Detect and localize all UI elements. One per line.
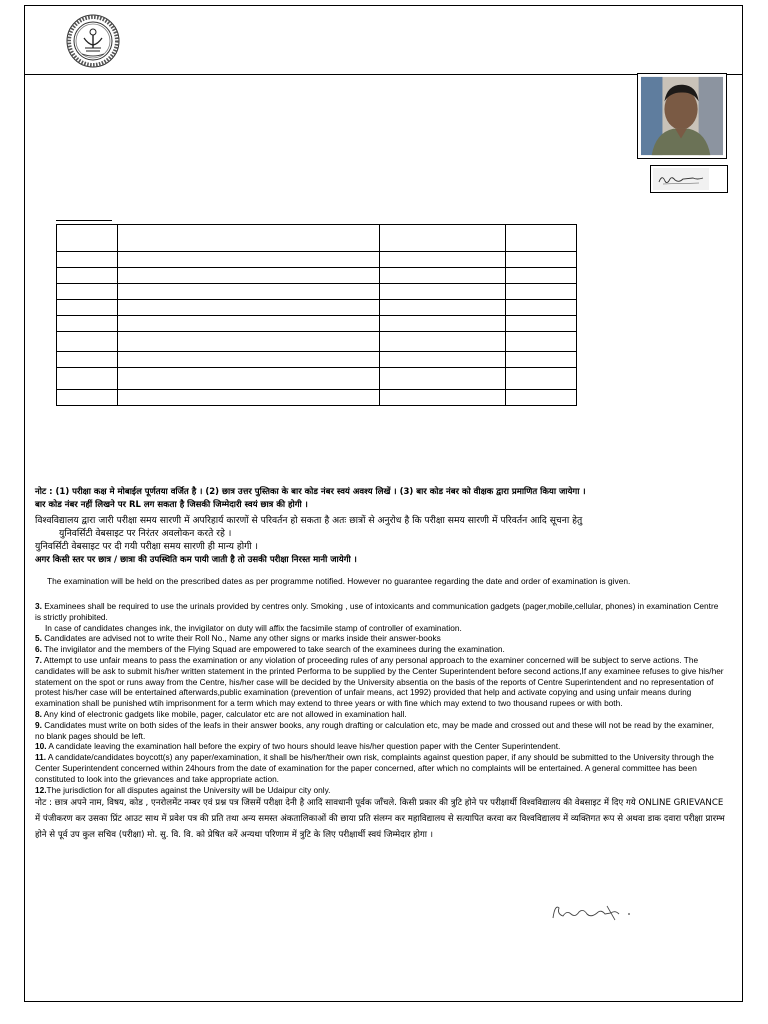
rule-item: 7. Attempt to use unfair means to pass the examination or any violation of proceeding rules of any personal approach to the examiner concerned will be subject to serve actions. The candidates will be ask to submit his/her written statement in the printed Performa to be supplied by the Center Superintendent before second actions,If any examinee refuses to give his/her statement on the spot or runs away from the Centre, his/her case will be decided by the University absentia on the basis of the reports of Centre Superintendent and no representation of protest his/her case will be entertained afterwards,public examination (prevention of unfair means, act 1992) provided that help and activate copying and using unfair means during examination shall be punished wtih imprisonment for a term which may extend to three years or with fine which may extend to two thousand rupees or with both. [35, 654, 724, 709]
table-cell [117, 390, 379, 406]
table-row [57, 225, 577, 252]
rule-item: 10. A candidate leaving the examination hall before the expiry of two hours should leave his/her question paper with the Center Superintendent. [35, 741, 561, 752]
table-row [57, 316, 577, 332]
table-cell [57, 225, 118, 252]
table-cell [506, 332, 577, 352]
table-cell [506, 252, 577, 268]
table-cell [506, 316, 577, 332]
table-caption-underline [56, 220, 112, 221]
table-cell [57, 300, 118, 316]
table-cell [57, 352, 118, 368]
table-cell [380, 252, 506, 268]
table-cell [117, 316, 379, 332]
rules-list [35, 601, 725, 795]
rule-item: In case of candidates changes ink, the invigilator on duty will affix the facsimile stamp of controller of examination. [45, 622, 462, 633]
table-cell [117, 332, 379, 352]
rule-item: 8. Any kind of electronic gadgets like mobile, pager, calculator etc are not allowed in examination hall. [35, 708, 407, 719]
candidate-photo-icon [637, 73, 727, 159]
table-cell [380, 300, 506, 316]
table-cell [380, 268, 506, 284]
admit-card-page [24, 5, 743, 1002]
rule-item: 3. Examinees shall be required to use the urinals provided by centres only. Smoking , use of intoxicants and communication gadgets (pager,mobile,cellular, phones) in examination Centre is strictly prohibited. [35, 601, 719, 622]
table-cell [117, 284, 379, 300]
controller-signature-icon [545, 894, 645, 924]
table-cell [380, 225, 506, 252]
university-seal-icon [66, 14, 120, 68]
exam-dates-notice: The examination will be held on the prescribed dates as per programme notified. However no guarantee regarding the date and order of examination is given. [47, 576, 631, 586]
table-cell [117, 368, 379, 390]
hindi-grievance-note: नोट : छात्र अपने नाम, विषय, कोड , एनरोलमेंट नम्बर एवं प्रश्न पत्र जिसमें परीक्षा देनी है आदि सावधानी पूर्वक जाँचले. किसी प्रकार की त्रुटि होने पर परीक्षार्थी विश्वविद्यालय की वेबसाइट में दिए गये ONLINE GRIEVANCE में पंजीकरण कर उसका प्रिंट आउट साथ में प्रवेश पत्र की प्रति तथा अन्य समस्त अंकतालिकाओं की छाया प्रति संलग्न कर महाविद्यालय से सत्यापित करवा कर विश्वविद्यालय में व्यक्तिगत रूप से अथवा डाक दवारा परीक्षा प्रारम्भ होने से पूर्व उप कुल सचिव (परीक्षा) मो. सु. वि. वि. को प्रेषित करें अन्यथा परिणाम में त्रुटि के लिए परीक्षार्थी स्वयं जिम्मेदार होगा । [35, 798, 725, 841]
hindi-schedule-valid-note: युनिवर्सिटी वेबसाइट पर दी गयी परीक्षा समय सारणी ही मान्य होगी । [35, 541, 259, 552]
table-row [57, 300, 577, 316]
table-cell [380, 332, 506, 352]
table-row [57, 252, 577, 268]
table-cell [506, 390, 577, 406]
instructions-section [35, 486, 725, 843]
hindi-website-follow-note: युनिवर्सिटी वेबसाइट पर निरंतर अवलोकन करते रहे । [59, 528, 232, 539]
table-cell [380, 316, 506, 332]
rule-item: 9. Candidates must write on both sides of the leafs in their answer books, any rough drafting or calculation etc, may be made and crossed out and these will not be read by the examiner, no blank pages should be left. [35, 719, 714, 741]
table-row [57, 368, 577, 390]
table-cell [57, 284, 118, 300]
table-cell [117, 300, 379, 316]
table-row [57, 332, 577, 352]
table-cell [117, 352, 379, 368]
table-cell [506, 225, 577, 252]
table-cell [117, 252, 379, 268]
table-cell [57, 390, 118, 406]
rule-item: 6. The invigilator and the members of the Flying Squad are empowered to take search of the examinees during the examination. [35, 644, 505, 655]
subject-table [56, 224, 577, 406]
table-cell [380, 368, 506, 390]
admit-card-header [25, 6, 742, 75]
candidate-signature-box [650, 165, 728, 193]
table-cell [506, 284, 577, 300]
table-cell [506, 368, 577, 390]
table-cell [380, 284, 506, 300]
table-cell [57, 252, 118, 268]
candidate-signature-icon [653, 168, 709, 190]
table-row [57, 390, 577, 406]
table-cell [117, 268, 379, 284]
table-cell [57, 268, 118, 284]
table-cell [57, 332, 118, 352]
table-row [57, 268, 577, 284]
table-cell [506, 268, 577, 284]
table-cell [117, 225, 379, 252]
hindi-mobile-barcode-note: नोट : (1) परीक्षा कक्ष मे मोबाईल पूर्णतया वर्जित है । (2) छात्र उत्तर पुस्तिका के बार कोड नंबर स्वयं अवश्य लिखें । (3) बार कोड नंबर को वीक्षक द्वारा प्रमाणित किया जायेगा । [35, 487, 586, 497]
table-cell [57, 368, 118, 390]
hindi-barcode-rl-note: बार कोड नंबर नहीं लिखने पर RL लग सकता है जिसकी जिम्मेदारी स्वयं छात्र की होगी । [35, 500, 308, 510]
rule-item: 5. Candidates are advised not to write their Roll No., Name any other signs or marks inside their answer-books [35, 633, 441, 644]
rule-item: 12.The jurisdiction for all disputes against the University will be Udaipur city only. [35, 784, 331, 795]
table-cell [380, 352, 506, 368]
table-cell [380, 390, 506, 406]
table-cell [506, 352, 577, 368]
rule-item: 11. A candidate/candidates boycott(s) any paper/examination, it shall be his/her/their own risk, complaints against question paper, if any should be submitted to the University through the Center Superintendent concerned within 24hours from the date of examination for the paper concerned, after which no complaints will be entertained. A general committee has been constituted to look into the grievances and take appropriate action. [35, 752, 714, 784]
table-cell [506, 300, 577, 316]
table-row [57, 284, 577, 300]
table-row [57, 352, 577, 368]
hindi-attendance-note: अगर किसी स्तर पर छात्र / छात्रा की उपस्थिति कम पायी जाती है तो उसकी परीक्षा निरस्त मानी जायेगी । [35, 555, 357, 565]
hindi-schedule-change-note: विश्वविद्यालय द्वारा जारी परीक्षा समय सारणी में अपरिहार्य कारणों से परिवर्तन हो सकता है अतः छात्रों से अनुरोध है कि परीक्षा समय सारणी में परिवर्तन आदि सूचना हेतु [35, 515, 583, 526]
table-cell [57, 316, 118, 332]
